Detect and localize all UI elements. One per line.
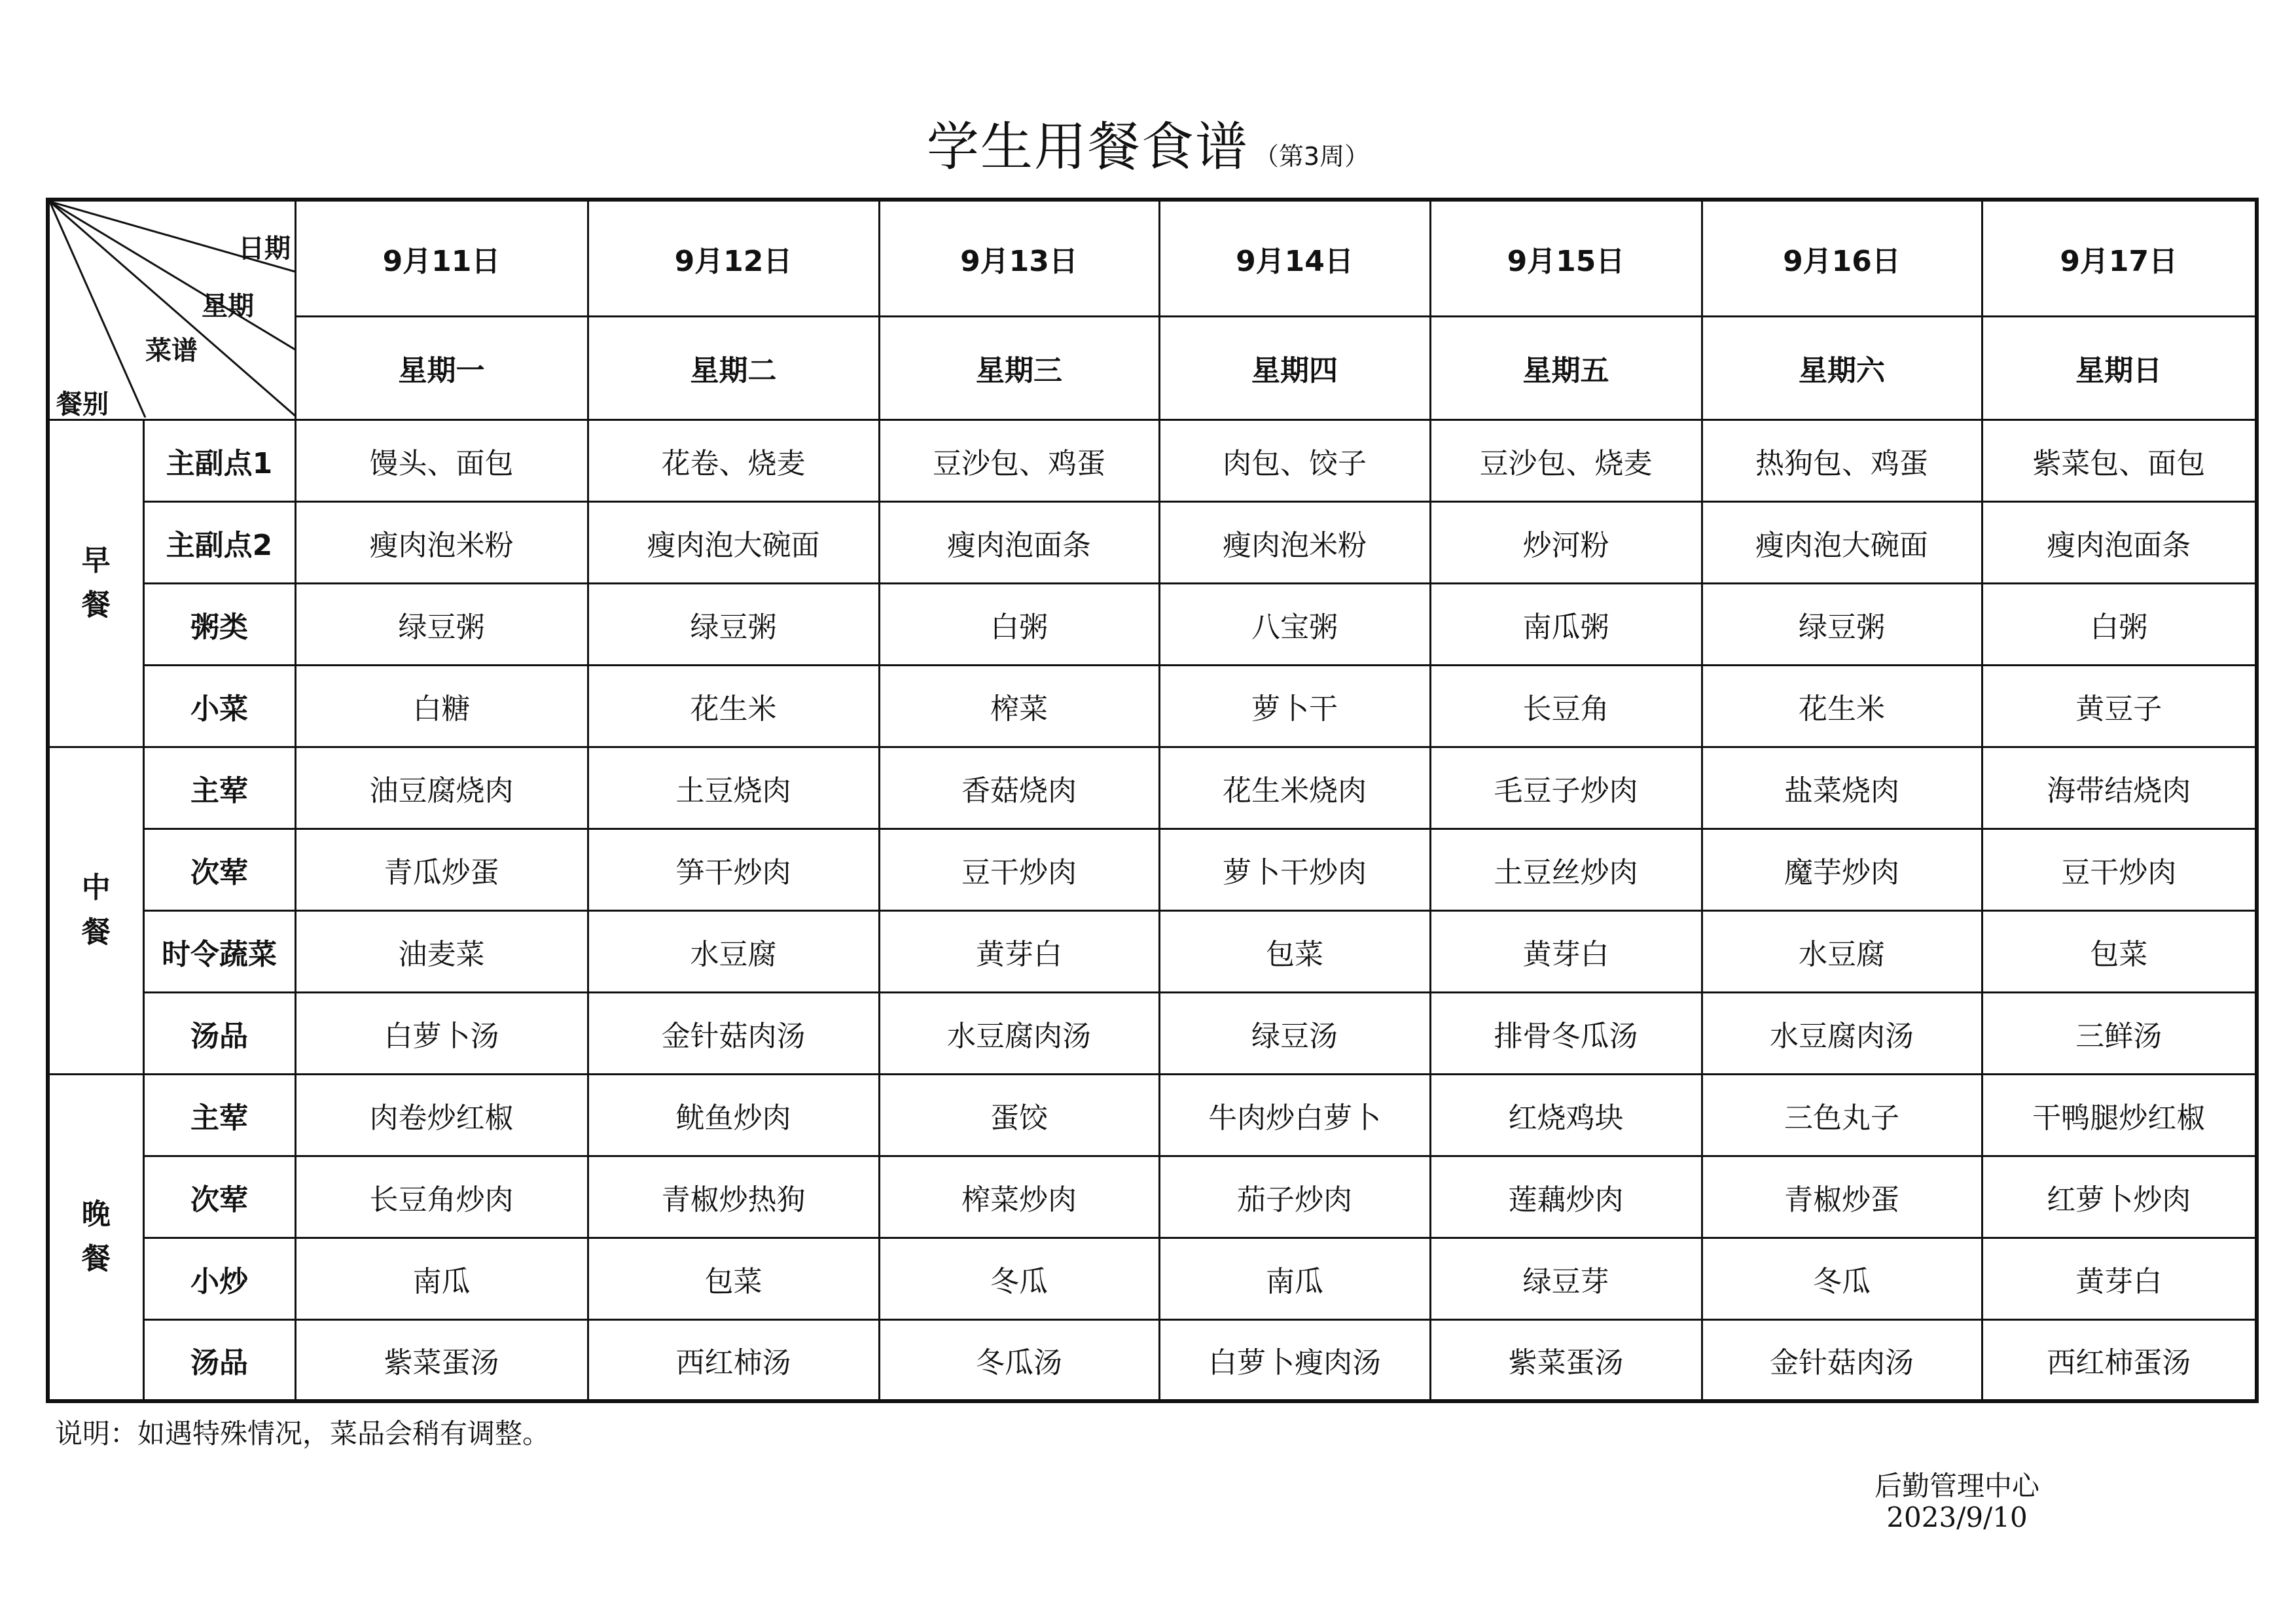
dish-cell: 八宝粥	[1159, 583, 1430, 665]
dish-cell: 莲藕炒肉	[1430, 1156, 1702, 1238]
dish-cell: 青椒炒热狗	[588, 1156, 879, 1238]
corner-menu-label: 菜谱	[145, 336, 198, 366]
dish-cell: 长豆角炒肉	[295, 1156, 588, 1238]
dish-cell: 白粥	[879, 583, 1159, 665]
category-cell: 时令蔬菜	[143, 910, 295, 992]
category-cell: 主副点2	[143, 501, 295, 583]
dish-cell: 冬瓜	[879, 1238, 1159, 1319]
dish-cell: 紫菜蛋汤	[1430, 1319, 1702, 1401]
dish-cell: 三鲜汤	[1982, 992, 2257, 1074]
header-corner-cell	[48, 200, 295, 419]
meal-row	[48, 747, 2257, 829]
dish-cell: 紫菜蛋汤	[295, 1319, 588, 1401]
dish-cell: 花卷、烧麦	[588, 419, 879, 501]
dish-cell: 西红柿蛋汤	[1982, 1319, 2257, 1401]
dish-cell: 冬瓜汤	[879, 1319, 1159, 1401]
dish-cell: 排骨冬瓜汤	[1430, 992, 1702, 1074]
weekday-cell: 星期六	[1702, 316, 1982, 419]
category-cell: 粥类	[143, 583, 295, 665]
dish-cell: 干鸭腿炒红椒	[1982, 1074, 2257, 1156]
category-cell: 次荤	[143, 1156, 295, 1238]
weekday-cell: 星期三	[879, 316, 1159, 419]
category-cell: 主荤	[143, 747, 295, 829]
dish-cell: 白粥	[1982, 583, 2257, 665]
dish-cell: 紫菜包、面包	[1982, 419, 2257, 501]
dish-cell: 榨菜炒肉	[879, 1156, 1159, 1238]
dish-cell: 肉包、饺子	[1159, 419, 1430, 501]
weekday-cell: 星期四	[1159, 316, 1430, 419]
dish-cell: 绿豆粥	[588, 583, 879, 665]
signature-date: 2023/9/10	[1886, 1501, 2028, 1533]
department-signature: 后勤管理中心	[1874, 1470, 2039, 1502]
category-cell: 汤品	[143, 992, 295, 1074]
category-cell: 主副点1	[143, 419, 295, 501]
dish-cell: 绿豆芽	[1430, 1238, 1702, 1319]
date-cell: 9月15日	[1430, 200, 1702, 316]
dish-cell: 冬瓜	[1702, 1238, 1982, 1319]
menu-table	[46, 198, 2259, 1403]
dish-cell: 水豆腐肉汤	[879, 992, 1159, 1074]
dish-cell: 盐菜烧肉	[1702, 747, 1982, 829]
corner-weekday-label: 星期	[202, 291, 254, 321]
dish-cell: 花生米	[588, 665, 879, 747]
weekday-row	[48, 316, 2257, 419]
dish-cell: 油麦菜	[295, 910, 588, 992]
meal-name-cell: 中 餐	[48, 747, 143, 1074]
dish-cell: 南瓜粥	[1430, 583, 1702, 665]
meal-row	[48, 829, 2257, 910]
dish-cell: 青瓜炒蛋	[295, 829, 588, 910]
dish-cell: 金针菇肉汤	[1702, 1319, 1982, 1401]
dish-cell: 土豆烧肉	[588, 747, 879, 829]
meal-row	[48, 583, 2257, 665]
dish-cell: 水豆腐	[1702, 910, 1982, 992]
meal-row	[48, 992, 2257, 1074]
note-text: 说明：如遇特殊情况，菜品会稍有调整。	[55, 1418, 550, 1450]
dish-cell: 萝卜干炒肉	[1159, 829, 1430, 910]
dish-cell: 黄芽白	[1982, 1238, 2257, 1319]
meal-row	[48, 665, 2257, 747]
corner-date-label: 日期	[238, 234, 291, 264]
date-cell: 9月13日	[879, 200, 1159, 316]
dish-cell: 瘦肉泡面条	[1982, 501, 2257, 583]
dish-cell: 黄豆子	[1982, 665, 2257, 747]
dish-cell: 白萝卜瘦肉汤	[1159, 1319, 1430, 1401]
dish-cell: 豆沙包、鸡蛋	[879, 419, 1159, 501]
dish-cell: 豆干炒肉	[1982, 829, 2257, 910]
date-cell: 9月16日	[1702, 200, 1982, 316]
dish-cell: 包菜	[1159, 910, 1430, 992]
dish-cell: 瘦肉泡大碗面	[588, 501, 879, 583]
dish-cell: 肉卷炒红椒	[295, 1074, 588, 1156]
dish-cell: 青椒炒蛋	[1702, 1156, 1982, 1238]
category-cell: 小炒	[143, 1238, 295, 1319]
dish-cell: 毛豆子炒肉	[1430, 747, 1702, 829]
dish-cell: 炒河粉	[1430, 501, 1702, 583]
dish-cell: 瘦肉泡米粉	[1159, 501, 1430, 583]
category-cell: 次荤	[143, 829, 295, 910]
meal-row	[48, 1238, 2257, 1319]
dish-cell: 茄子炒肉	[1159, 1156, 1430, 1238]
meal-name-cell: 晚 餐	[48, 1074, 143, 1401]
week-subtitle: （第3周）	[1253, 142, 1370, 171]
dish-cell: 花生米	[1702, 665, 1982, 747]
dish-cell: 瘦肉泡米粉	[295, 501, 588, 583]
dish-cell: 红萝卜炒肉	[1982, 1156, 2257, 1238]
dish-cell: 南瓜	[295, 1238, 588, 1319]
meal-row	[48, 419, 2257, 501]
dish-cell: 牛肉炒白萝卜	[1159, 1074, 1430, 1156]
dish-cell: 土豆丝炒肉	[1430, 829, 1702, 910]
dish-cell: 鱿鱼炒肉	[588, 1074, 879, 1156]
dish-cell: 瘦肉泡大碗面	[1702, 501, 1982, 583]
category-cell: 小菜	[143, 665, 295, 747]
dish-cell: 包菜	[1982, 910, 2257, 992]
dish-cell: 萝卜干	[1159, 665, 1430, 747]
dish-cell: 黄芽白	[1430, 910, 1702, 992]
category-cell: 汤品	[143, 1319, 295, 1401]
dish-cell: 豆干炒肉	[879, 829, 1159, 910]
dish-cell: 油豆腐烧肉	[295, 747, 588, 829]
dish-cell: 馒头、面包	[295, 419, 588, 501]
dish-cell: 香菇烧肉	[879, 747, 1159, 829]
meal-row	[48, 501, 2257, 583]
dish-cell: 金针菇肉汤	[588, 992, 879, 1074]
date-cell: 9月11日	[295, 200, 588, 316]
dish-cell: 白糖	[295, 665, 588, 747]
meal-row	[48, 910, 2257, 992]
dish-cell: 绿豆粥	[1702, 583, 1982, 665]
date-cell: 9月14日	[1159, 200, 1430, 316]
weekday-cell: 星期一	[295, 316, 588, 419]
dish-cell: 西红柿汤	[588, 1319, 879, 1401]
dish-cell: 绿豆粥	[295, 583, 588, 665]
dish-cell: 瘦肉泡面条	[879, 501, 1159, 583]
dish-cell: 水豆腐肉汤	[1702, 992, 1982, 1074]
page-title: 学生用餐食谱	[926, 116, 1249, 177]
category-cell: 主荤	[143, 1074, 295, 1156]
dish-cell: 黄芽白	[879, 910, 1159, 992]
meal-row	[48, 1074, 2257, 1156]
dish-cell: 笋干炒肉	[588, 829, 879, 910]
dish-cell: 水豆腐	[588, 910, 879, 992]
title-block	[0, 105, 2296, 180]
weekday-cell: 星期日	[1982, 316, 2257, 419]
dish-cell: 豆沙包、烧麦	[1430, 419, 1702, 501]
corner-meal-label: 餐别	[56, 389, 109, 419]
dish-cell: 南瓜	[1159, 1238, 1430, 1319]
meal-name-cell: 早 餐	[48, 419, 143, 747]
dish-cell: 魔芋炒肉	[1702, 829, 1982, 910]
meal-row	[48, 1156, 2257, 1238]
date-row	[48, 200, 2257, 316]
dish-cell: 蛋饺	[879, 1074, 1159, 1156]
dish-cell: 海带结烧肉	[1982, 747, 2257, 829]
weekday-cell: 星期二	[588, 316, 879, 419]
dish-cell: 白萝卜汤	[295, 992, 588, 1074]
meal-row	[48, 1319, 2257, 1401]
dish-cell: 红烧鸡块	[1430, 1074, 1702, 1156]
dish-cell: 热狗包、鸡蛋	[1702, 419, 1982, 501]
dish-cell: 三色丸子	[1702, 1074, 1982, 1156]
dish-cell: 花生米烧肉	[1159, 747, 1430, 829]
dish-cell: 绿豆汤	[1159, 992, 1430, 1074]
dish-cell: 包菜	[588, 1238, 879, 1319]
dish-cell: 榨菜	[879, 665, 1159, 747]
dish-cell: 长豆角	[1430, 665, 1702, 747]
date-cell: 9月17日	[1982, 200, 2257, 316]
date-cell: 9月12日	[588, 200, 879, 316]
weekday-cell: 星期五	[1430, 316, 1702, 419]
